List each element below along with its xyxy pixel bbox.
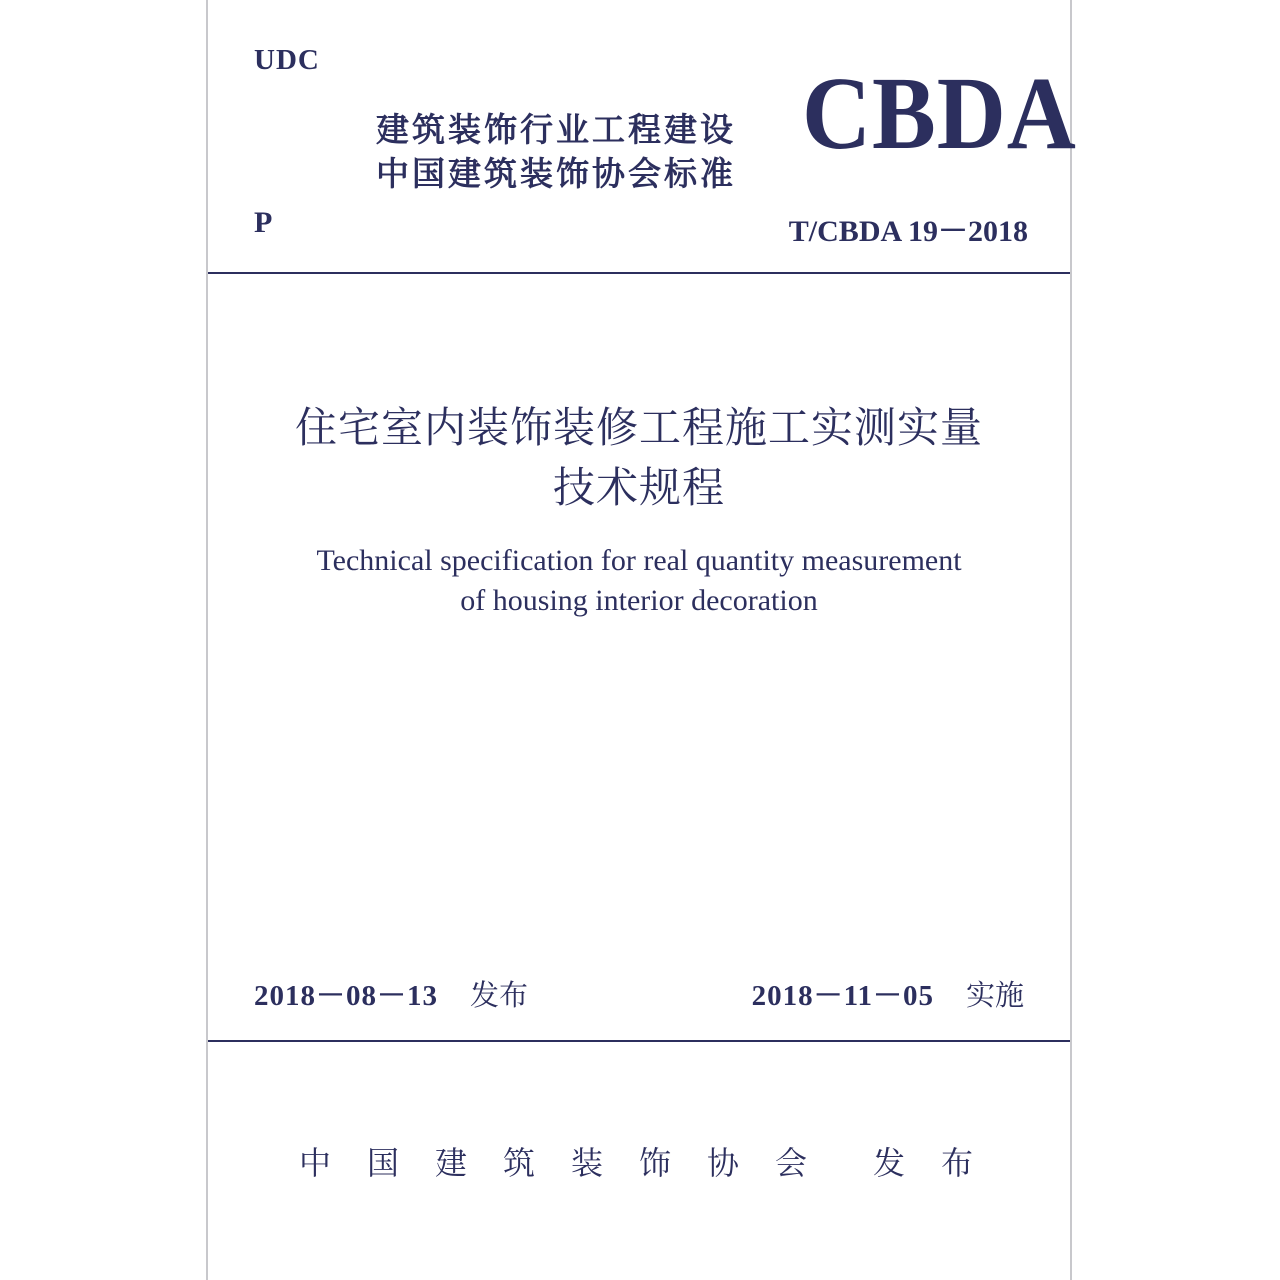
title-chinese-line-2: 技术规程: [552, 466, 725, 512]
release-label: 发布: [470, 978, 529, 1012]
standard-number: T/CBDA 19－2018: [788, 215, 1028, 248]
top-divider: [208, 272, 1070, 274]
implement-date: 2018－11－05: [751, 980, 934, 1012]
udc-label: UDC: [254, 44, 320, 76]
title-english-line-1: Technical specification for real quantity measurement: [316, 544, 962, 577]
bottom-divider: [208, 1040, 1070, 1042]
issuer-line-2: 中国建筑装饰协会标准: [376, 154, 736, 193]
release-date-block: [254, 973, 528, 1014]
cbda-logo: CBDA: [802, 56, 1077, 171]
standard-cover: [206, 0, 1077, 1280]
classification-code: P: [254, 206, 273, 239]
publisher-name: 中国建筑装饰协会: [298, 1144, 843, 1182]
publisher-line: [208, 1138, 1070, 1184]
release-date: 2018－08－13: [254, 980, 439, 1012]
implement-date-block: [752, 973, 1024, 1014]
title-chinese-line-1: 住宅室内装饰装修工程施工实测实量: [294, 406, 983, 452]
publisher-action: 发布: [873, 1144, 1010, 1182]
implement-label: 实施: [965, 978, 1024, 1012]
title-english-line-2: of housing interior decoration: [460, 584, 818, 617]
issuer-line-1: 建筑装饰行业工程建设: [376, 110, 736, 149]
